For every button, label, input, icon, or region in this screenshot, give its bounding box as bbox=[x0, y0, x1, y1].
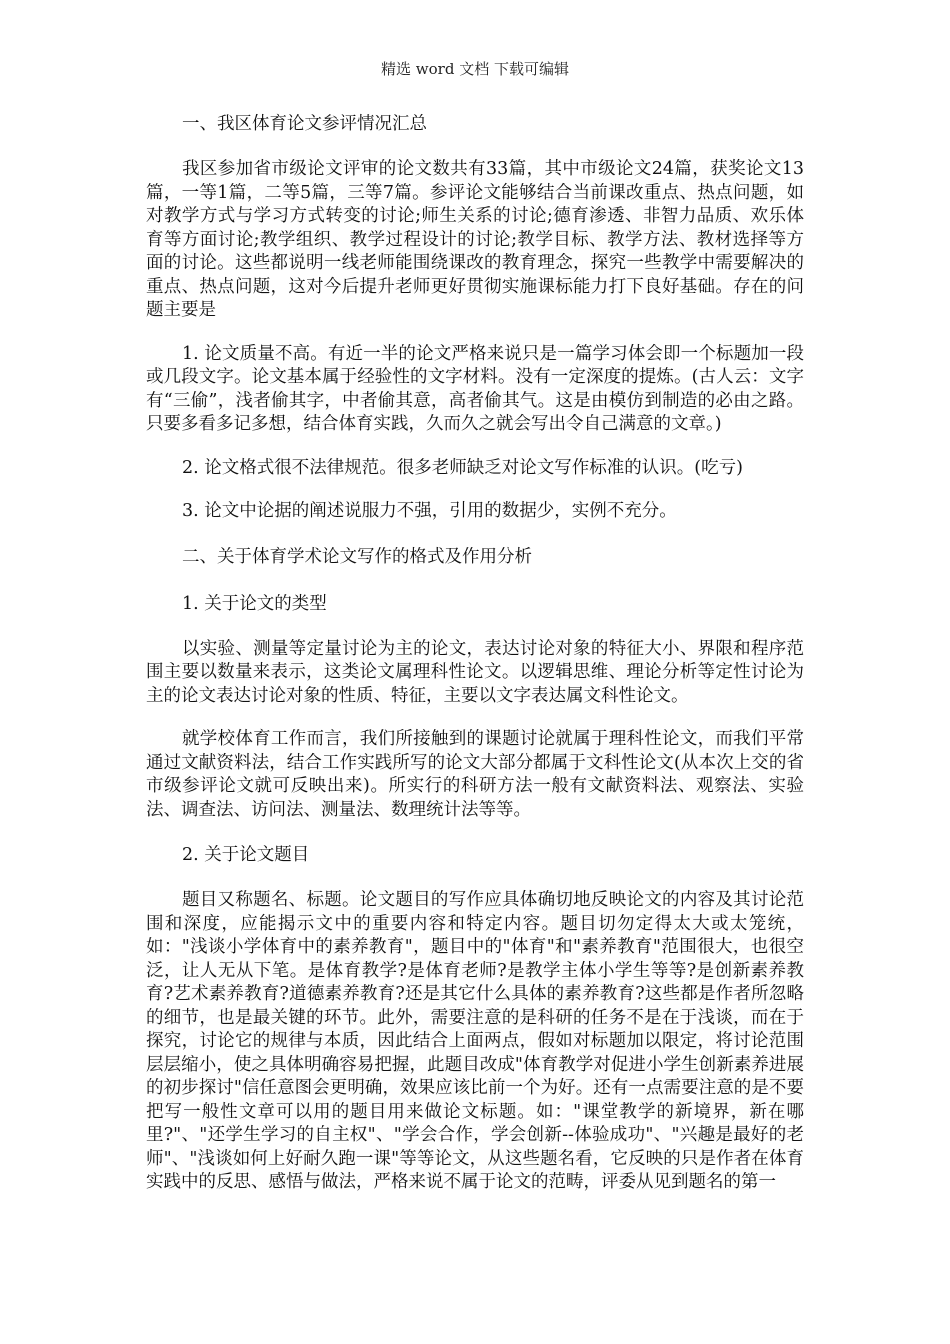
paragraph-issue-3: 3. 论文中论据的阐述说服力不强，引用的数据少，实例不充分。 bbox=[182, 501, 677, 521]
document-body bbox=[146, 111, 804, 1215]
subheading-paper-title: 2. 关于论文题目 bbox=[182, 845, 310, 865]
paragraph-school-pe: 就学校体育工作而言，我们所接触到的课题讨论就属于理科性论文，而我们平常通过文献资料法，结合工作实践所写的论文大部分都属于文科性论文(从本次上交的省市级参评论文就可反映出来)。所实行的科研方法一般有文献资料法、观察法、实验法、调查法、访问法、测量法、数理统计法等等。 bbox=[146, 729, 804, 820]
section-heading-1: 一、我区体育论文参评情况汇总 bbox=[182, 114, 427, 134]
page-header: 精选 word 文档 下载可编辑 bbox=[381, 60, 569, 78]
paragraph-paper-types: 以实验、测量等定量讨论为主的论文，表达讨论对象的特征大小、界限和程序范围主要以数量来表示，这类论文属理科性论文。以逻辑思维、理论分析等定性讨论为主的论文表达讨论对象的性质、特征，主要以文字表达属文科性论文。 bbox=[146, 638, 804, 706]
paragraph-issue-1: 1. 论文质量不高。有近一半的论文严格来说只是一篇学习体会即一个标题加一段或几段文字。论文基本属于经验性的文字材料。没有一定深度的提炼。(古人云：文字有“三偷”，浅者偷其字，中者偷其意，高者偷其气。这是由模仿到制造的必由之路。只要多看多记多想，结合体育实践，久而久之就会写出令自己满意的文章。) bbox=[146, 343, 804, 434]
paragraph-issue-2: 2. 论文格式很不法律规范。很多老师缺乏对论文写作标准的认识。(吃亏) bbox=[182, 457, 743, 478]
subheading-paper-types: 1. 关于论文的类型 bbox=[182, 593, 327, 614]
section-heading-2: 二、关于体育学术论文写作的格式及作用分析 bbox=[182, 546, 532, 567]
paragraph-paper-title: 题目又称题名、标题。论文题目的写作应具体确切地反映论文的内容及其讨论范围和深度，应能揭示文中的重要内容和特定内容。题目切勿定得太大或太笼统，如："浅谈小学体育中的素养教育"，题目中的"体育"和"素养教育"范围很大，也很空泛，让人无从下笔。是体育教学?是体育老师?是教学主体小学生等等?是创新素养教育?艺术素养教育?道德素养教育?还是其它什么具体的素养教育?这些都是作者所忽略的细节，也是最关键的环节。此外，需要注意的是科研的任务不是在于浅谈，而在于探究，讨论它的规律与本质，因此结合上面两点，假如对标题加以限定，将讨论范围层层缩小，使之具体明确容易把握，此题目改成"体育教学对促进小学生创新素养进展的初步探讨"信任意图会更明确，效果应该比前一个为好。还有一点需要注意的是不要把写一般性文章可以用的题目用来做论文标题。如："课堂教学的新境界，新在哪里?"、"还学生学习的自主权"、"学会合作，学会创新--体验成功"、"兴趣是最好的老师"、"浅谈如何上好耐久跑一课"等等论文，从这些题名看，它反映的只是作者在体育实践中的反思、感悟与做法，严格来说不属于论文的范畴，评委从见到题名的第一 bbox=[146, 890, 804, 1192]
paragraph-summary: 我区参加省市级论文评审的论文数共有33篇，其中市级论文24篇，获奖论文13篇，一等1篇，二等5篇，三等7篇。参评论文能够结合当前课改重点、热点问题，如对教学方式与学习方式转变的讨论;师生关系的讨论;德育渗透、非智力品质、欢乐体育等方面讨论;教学组织、教学过程设计的讨论;教学目标、教学方法、教材选择等方面的讨论。这些都说明一线老师能围绕课改的教育理念，探究一些教学中需要解决的重点、热点问题，这对今后提升老师更好贯彻实施课标能力打下良好基础。存在的问题主要是 bbox=[146, 159, 804, 320]
